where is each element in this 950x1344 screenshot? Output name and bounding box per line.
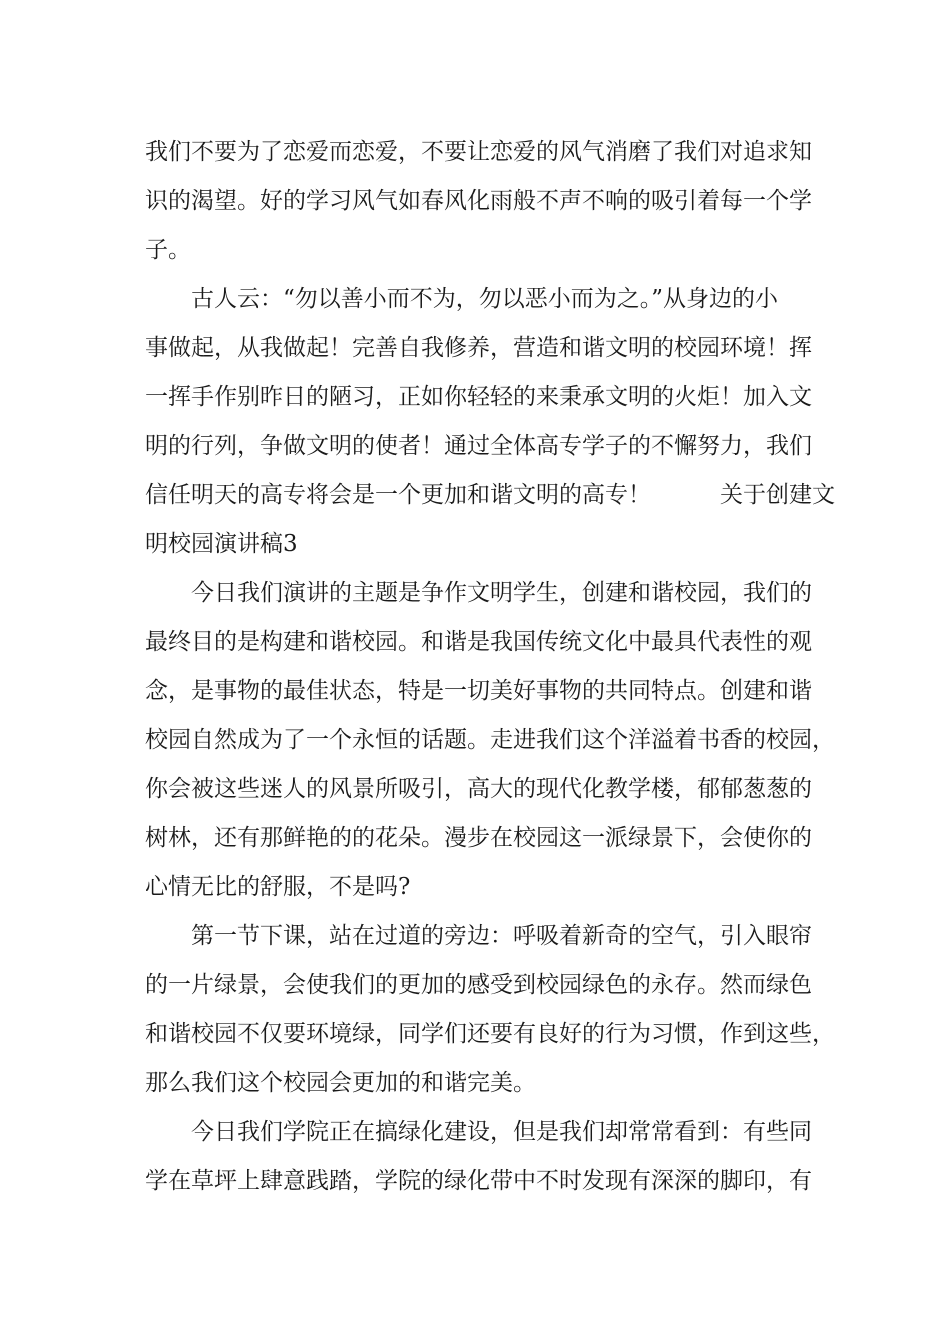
text-line: 心情无比的舒服，不是吗? [145,874,411,900]
text-line: 我们不要为了恋爱而恋爱，不要让恋爱的风气消磨了我们对追求知 [145,139,812,165]
text-line: 今日我们演讲的主题是争作文明学生，创建和谐校园，我们的 [145,580,812,606]
text-line: 的一片绿景，会使我们的更加的感受到校园绿色的永存。然而绿色 [145,972,812,998]
text-line: 事做起，从我做起！完善自我修养，营造和谐文明的校园环境！挥 [145,335,812,361]
text-line: 和谐校园不仅要环境绿，同学们还要有良好的行为习惯，作到这些， [145,1021,835,1047]
text-line: 一挥手作别昨日的陋习，正如你轻轻的来秉承文明的火炬！加入文 [145,384,812,410]
text-line: 明校园演讲稿3 [145,531,298,557]
text-line: 念，是事物的最佳状态，特是一切美好事物的共同特点。创建和谐 [145,678,812,704]
text-line: 那么我们这个校园会更加的和谐完美。 [145,1070,536,1096]
document-body [145,128,835,1206]
text-line: 学在草坪上肆意践踏，学院的绿化带中不时发现有深深的脚印，有 [145,1168,812,1194]
text-line: 校园自然成为了一个永恒的话题。走进我们这个洋溢着书香的校园， [145,727,835,753]
text-line: 今日我们学院正在搞绿化建设，但是我们却常常看到：有些同 [145,1119,812,1145]
text-line: 识的渴望。好的学习风气如春风化雨般不声不响的吸引着每一个学 [145,188,812,214]
text-line: 子。 [145,237,191,263]
text-line: 最终目的是构建和谐校园。和谐是我国传统文化中最具代表性的观 [145,629,812,655]
text-line: 你会被这些迷人的风景所吸引，高大的现代化教学楼，郁郁葱葱的 [145,776,812,802]
text-line: 明的行列，争做文明的使者！通过全体高专学子的不懈努力，我们 [145,433,812,459]
text-line: 古人云：“勿以善小而不为，勿以恶小而为之。”从身边的小 [145,286,779,312]
text-line: 信任明天的高专将会是一个更加和谐文明的高专！ 关于创建文 [145,482,835,508]
text-line: 树林，还有那鲜艳的的花朵。漫步在校园这一派绿景下，会使你的 [145,825,812,851]
text-line: 第一节下课，站在过道的旁边：呼吸着新奇的空气，引入眼帘 [145,923,812,949]
